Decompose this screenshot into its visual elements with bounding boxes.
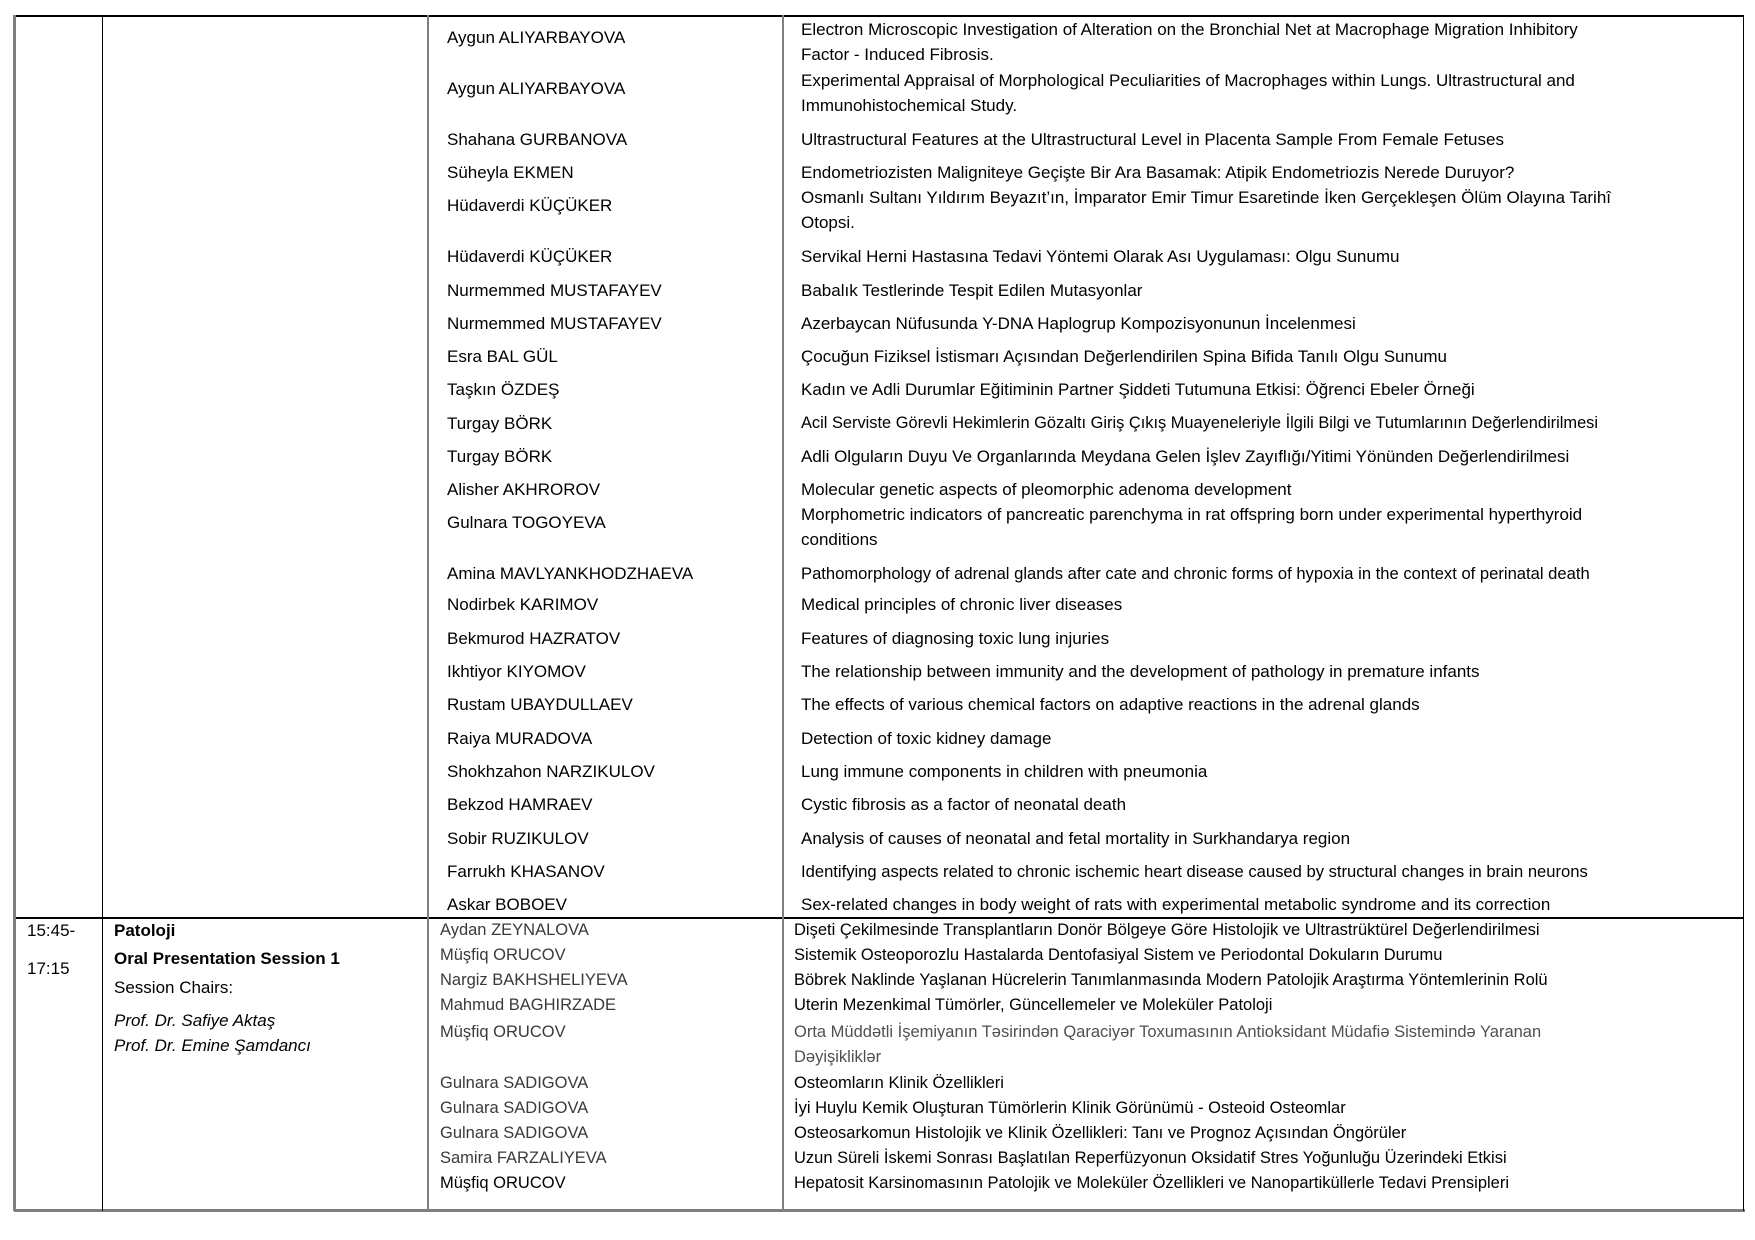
author-name: Gulnara SADIGOVA (440, 1074, 589, 1092)
presentation-title-cont: Factor - Induced Fibrosis. (801, 45, 994, 64)
author-name: Amina MAVLYANKHODZHAEVA (447, 564, 694, 583)
presentation-title: Orta Müddətli İşemiyanın Təsirindən Qaraciyər Toxumasının Antioksidant Müdafiə Sistemində Yaranan (794, 1023, 1542, 1041)
author-name: Taşkın ÖZDEŞ (447, 380, 560, 399)
author-name: Aydan ZEYNALOVA (440, 921, 589, 939)
author-name: Esra BAL GÜL (447, 347, 558, 366)
presentation-title: Sistemik Osteoporozlu Hastalarda Dentofasiyal Sistem ve Periodontal Dokuların Durumu (794, 946, 1443, 964)
author-name: Shahana GURBANOVA (447, 130, 628, 149)
author-name: Nodirbek KARIMOV (447, 595, 599, 614)
presentation-title: Analysis of causes of neonatal and fetal mortality in Surkhandarya region (801, 829, 1351, 848)
presentation-title: Osteomların Klinik Özellikleri (794, 1074, 1004, 1092)
presentation-title: Azerbaycan Nüfusunda Y-DNA Haplogrup Kompozisyonunun İncelenmesi (801, 314, 1356, 333)
author-name: Müşfiq ORUCOV (440, 1023, 566, 1041)
presentation-title: Sex-related changes in body weight of rats with experimental metabolic syndrome and its correction (801, 895, 1551, 914)
presentation-title: Detection of toxic kidney damage (801, 729, 1052, 748)
presentation-title: Identifying aspects related to chronic ischemic heart disease caused by structural changes in brain neurons (801, 862, 1588, 881)
author-name: Bekzod HAMRAEV (447, 795, 593, 814)
author-name: Bekmurod HAZRATOV (447, 629, 621, 648)
presentation-title: Morphometric indicators of pancreatic parenchyma in rat offspring born under experimental hyperthyroid (801, 505, 1583, 524)
author-name: Rustam UBAYDULLAEV (447, 695, 633, 714)
session-chairs-label: Session Chairs: (114, 978, 234, 997)
session-chair: Prof. Dr. Emine Şamdancı (114, 1036, 311, 1055)
author-name: Alisher AKHROROV (447, 480, 601, 499)
table-right-border (1743, 15, 1744, 1211)
author-name: Hüdaverdi KÜÇÜKER (447, 247, 613, 266)
presentation-title: Dişeti Çekilmesinde Transplantların Donör Bölgeye Göre Histolojik ve Ultrastrüktürel Değerlendirilmesi (794, 921, 1540, 939)
presentation-title: Kadın ve Adli Durumlar Eğitiminin Partner Şiddeti Tutumuna Etkisi: Öğrenci Ebeler Örneği (801, 380, 1475, 399)
presentation-title: Acil Serviste Görevli Hekimlerin Gözaltı Giriş Çıkış Muayeneleriyle İlgili Bilgi ve Tutumlarının Değerlendirilmesi (801, 414, 1599, 432)
author-name: Raiya MURADOVA (447, 729, 593, 748)
author-name: Süheyla EKMEN (447, 163, 574, 182)
presentation-title: Endometriozisten Maligniteye Geçişte Bir Ara Basamak: Atipik Endometriozis Nerede Duruyor? (801, 163, 1515, 182)
presentation-title: Osmanlı Sultanı Yıldırım Beyazıt’ın, İmparator Emir Timur Esaretinde İken Gerçekleşen Ölüm Olayına Tarihî (801, 188, 1612, 207)
author-name: Shokhzahon NARZIKULOV (447, 762, 655, 781)
session-time-start: 15:45- (27, 921, 76, 940)
author-name: Mahmud BAGHIRZADE (440, 996, 617, 1014)
author-name: Turgay BÖRK (447, 447, 553, 466)
author-name: Ikhtiyor KIYOMOV (447, 662, 586, 681)
author-name: Farrukh KHASANOV (447, 862, 605, 881)
presentation-title: Medical principles of chronic liver diseases (801, 595, 1123, 614)
session-time-end: 17:15 (27, 959, 70, 978)
presentation-title: Böbrek Naklinde Yaşlanan Hücrelerin Tanımlanmasında Modern Patolojik Araştırma Yöntemlerinin Rolü (794, 971, 1548, 989)
author-name: Aygun ALIYARBAYOVA (447, 79, 626, 98)
session-name: Patoloji (114, 921, 176, 940)
presentation-title: Servikal Herni Hastasına Tedavi Yöntemi Olarak Ası Uygulaması: Olgu Sunumu (801, 247, 1400, 266)
author-name: Gulnara SADIGOVA (440, 1099, 589, 1117)
column-divider-time (102, 15, 103, 1211)
presentation-title: Lung immune components in children with pneumonia (801, 762, 1208, 781)
author-name: Aygun ALIYARBAYOVA (447, 28, 626, 47)
author-name: Müşfiq ORUCOV (440, 946, 566, 964)
column-divider-author (782, 15, 784, 1211)
presentation-title: İyi Huylu Kemik Oluşturan Tümörlerin Klinik Görünümü - Osteoid Osteomlar (794, 1099, 1346, 1117)
author-name: Turgay BÖRK (447, 414, 553, 433)
table-left-border (13, 15, 16, 1211)
presentation-title: Adli Olguların Duyu Ve Organlarında Meydana Gelen İşlev Zayıflığı/Yitimi Yönünden Değerlendirilmesi (801, 447, 1570, 466)
author-name: Samira FARZALIYEVA (440, 1149, 607, 1167)
presentation-title-cont: Immunohistochemical Study. (801, 96, 1018, 115)
author-name: Hüdaverdi KÜÇÜKER (447, 196, 613, 215)
presentation-title: Electron Microscopic Investigation of Alteration on the Bronchial Net at Macrophage Migration Inhibitory (801, 20, 1578, 39)
session-chair: Prof. Dr. Safiye Aktaş (114, 1011, 276, 1030)
author-name: Nurmemmed MUSTAFAYEV (447, 314, 662, 333)
session-type: Oral Presentation Session 1 (114, 949, 340, 968)
presentation-title-cont: Dəyişikliklər (794, 1048, 882, 1066)
presentation-title: Osteosarkomun Histolojik ve Klinik Özellikleri: Tanı ve Prognoz Açısından Öngörüler (794, 1124, 1407, 1142)
author-name: Nurmemmed MUSTAFAYEV (447, 281, 662, 300)
presentation-title-cont: Otopsi. (801, 213, 855, 232)
presentation-title: Uterin Mezenkimal Tümörler, Güncellemeler ve Moleküler Patoloji (794, 996, 1273, 1014)
presentation-title: Molecular genetic aspects of pleomorphic adenoma development (801, 480, 1292, 499)
presentation-title: Hepatosit Karsinomasının Patolojik ve Moleküler Özellikleri ve Nanopartiküllerle Tedavi Prensipleri (794, 1174, 1510, 1192)
author-name: Nargiz BAKHSHELIYEVA (440, 971, 628, 989)
presentation-title: Babalık Testlerinde Tespit Edilen Mutasyonlar (801, 281, 1143, 300)
author-name: Müşfiq ORUCOV (440, 1174, 566, 1192)
presentation-title: Uzun Süreli İskemi Sonrası Başlatılan Reperfüzyonun Oksidatif Stres Yoğunluğu Üzerindeki Etkisi (794, 1149, 1507, 1167)
presentation-title: Çocuğun Fiziksel İstismarı Açısından Değerlendirilen Spina Bifida Tanılı Olgu Sunumu (801, 347, 1448, 366)
column-divider-session (427, 15, 429, 1211)
presentation-title: The relationship between immunity and the development of pathology in premature infants (801, 662, 1480, 681)
presentation-title: The effects of various chemical factors on adaptive reactions in the adrenal glands (801, 695, 1420, 714)
presentation-title-cont: conditions (801, 530, 878, 549)
author-name: Sobir RUZIKULOV (447, 829, 589, 848)
table-bottom-border (14, 1209, 1745, 1212)
presentation-title: Ultrastructural Features at the Ultrastructural Level in Placenta Sample From Female Fetuses (801, 130, 1504, 149)
presentation-title: Pathomorphology of adrenal glands after cate and chronic forms of hypoxia in the context of perinatal death (801, 564, 1590, 583)
author-name: Gulnara SADIGOVA (440, 1124, 589, 1142)
author-name: Gulnara TOGOYEVA (447, 513, 606, 532)
presentation-title: Experimental Appraisal of Morphological Peculiarities of Macrophages within Lungs. Ultrastructural and (801, 71, 1575, 90)
presentation-title: Cystic fibrosis as a factor of neonatal death (801, 795, 1127, 814)
presentation-title: Features of diagnosing toxic lung injuries (801, 629, 1110, 648)
author-name: Askar BOBOEV (447, 895, 567, 914)
